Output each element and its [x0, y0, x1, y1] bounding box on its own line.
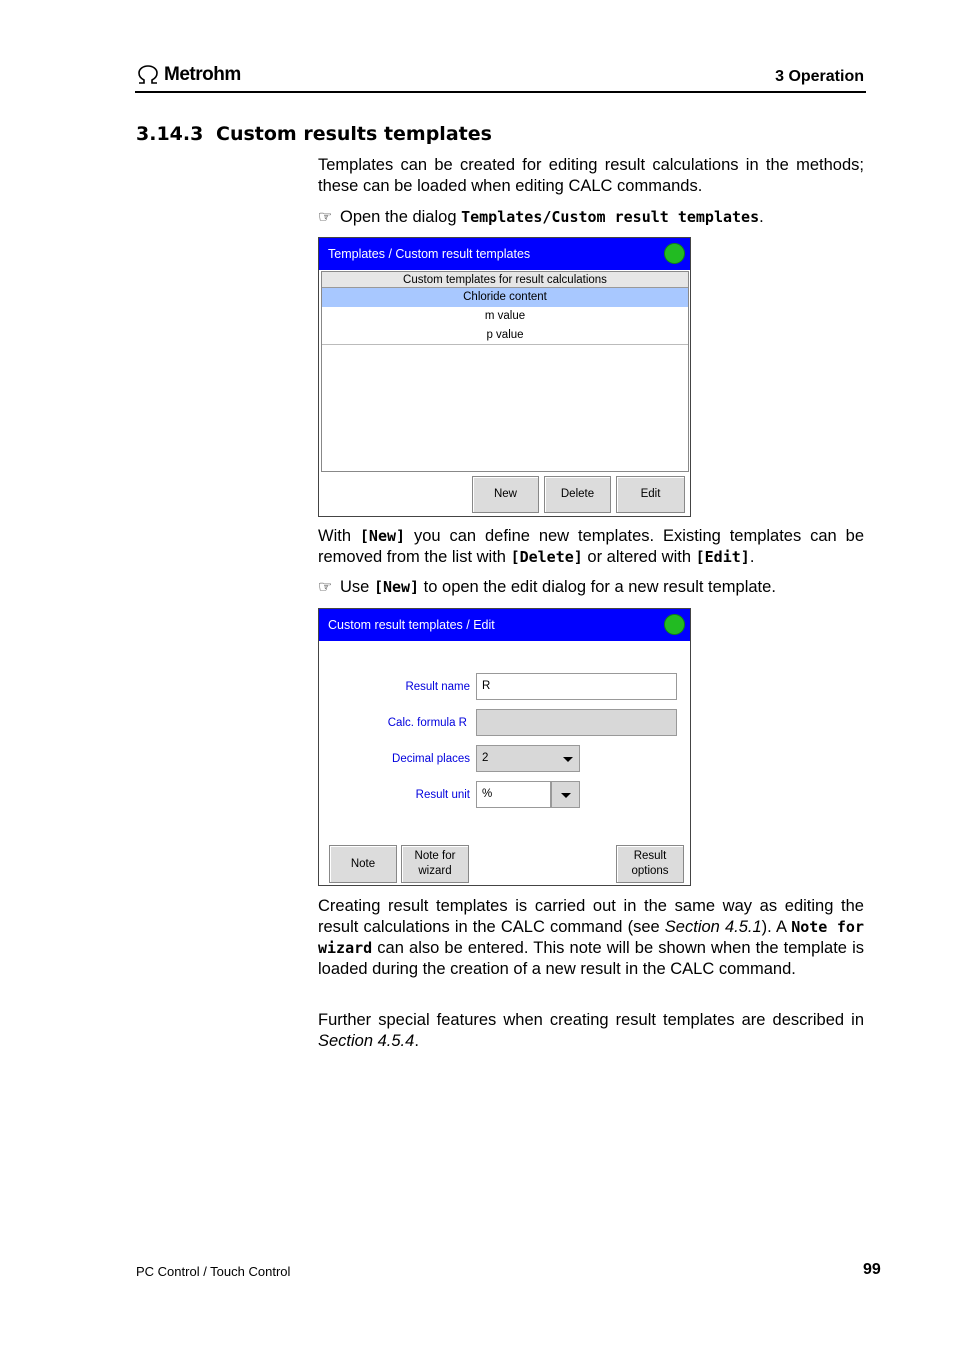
edit-ref: [Edit] — [695, 548, 750, 566]
step-use-new — [318, 577, 864, 598]
result-name-label: Result name — [405, 681, 470, 693]
text: ). A — [761, 918, 792, 936]
list-header: Custom templates for result calculations — [322, 272, 688, 288]
new-button[interactable]: New — [472, 476, 539, 513]
step-text-end: to open the edit dialog for a new result template. — [419, 578, 776, 596]
button-label-line: options — [631, 865, 669, 877]
status-led-icon — [664, 614, 685, 635]
pointing-hand-icon: ☞ — [318, 579, 333, 596]
header-divider — [135, 91, 866, 93]
metrohm-logo — [136, 64, 241, 86]
text: . — [414, 1032, 419, 1050]
delete-ref: [Delete] — [510, 548, 583, 566]
section-title: Custom results templates — [216, 123, 492, 145]
decimal-places-select[interactable] — [476, 745, 580, 772]
step-text: Use — [340, 578, 374, 596]
section-number: 3.14.3 — [136, 123, 204, 145]
result-unit-dropdown-button[interactable] — [551, 781, 580, 808]
dialog-titlebar — [319, 238, 690, 270]
omega-logo-icon — [136, 65, 160, 85]
list-item[interactable]: Chloride content — [322, 288, 688, 307]
result-unit-field[interactable]: % — [476, 781, 551, 808]
dialog-title: Templates / Custom result templates — [328, 247, 531, 261]
text: With — [318, 527, 360, 545]
creating-templates-paragraph — [318, 896, 864, 980]
dialog-path: Templates/Custom result templates — [461, 208, 760, 226]
chevron-down-icon — [563, 757, 573, 762]
dialog-title: Custom result templates / Edit — [328, 618, 495, 632]
text: or altered with — [582, 548, 696, 566]
note-button[interactable]: Note — [329, 845, 397, 883]
result-name-field[interactable]: R — [476, 673, 677, 700]
formula-label: Calc. formula R — [387, 717, 467, 729]
formula-field[interactable] — [476, 709, 677, 736]
button-label-line: Result — [633, 850, 667, 862]
text: Creating result templates is carried out in the same way as editing the result calculations in the CALC command (see — [318, 897, 864, 936]
dialog-titlebar — [319, 609, 690, 641]
list-item[interactable]: p value — [322, 326, 688, 345]
edit-button[interactable]: Edit — [616, 476, 685, 513]
result-unit-label: Result unit — [415, 789, 470, 801]
page-number: 99 — [863, 1261, 881, 1278]
text: Further special features when creating result templates are described in — [318, 1011, 864, 1029]
list-item[interactable]: m value — [484, 310, 526, 322]
chevron-down-icon — [561, 793, 571, 798]
section-reference: Section 4.5.4 — [318, 1032, 415, 1050]
section-heading — [136, 123, 492, 145]
text: you can define new templates. Existing templates can be removed from the list with — [318, 527, 864, 566]
text: can also be entered. This note will be shown when the template is loaded during the creation of a new result in the CALC command. — [318, 939, 864, 978]
text: . — [749, 548, 755, 566]
section-reference: Section 4.5.1 — [664, 918, 762, 936]
templates-dialog — [318, 237, 691, 517]
delete-button[interactable]: Delete — [544, 476, 611, 513]
step-text-end: . — [759, 208, 764, 226]
templates-list[interactable] — [321, 271, 689, 472]
footer-product: PC Control / Touch Control — [136, 1264, 291, 1279]
intro-paragraph: Templates can be created for editing result calculations in the methods; these can be loaded when editing CALC commands. — [318, 156, 864, 195]
note-for-wizard-ref: Note for wizard — [318, 918, 864, 957]
new-ref: [New] — [373, 578, 420, 596]
pointing-hand-icon: ☞ — [318, 209, 333, 226]
buttons-explanation — [318, 526, 864, 568]
result-options-button[interactable] — [616, 845, 684, 883]
step-text: Open the dialog — [340, 208, 462, 226]
button-label-line: wizard — [418, 865, 452, 877]
special-features-paragraph — [318, 1010, 864, 1052]
note-for-wizard-button[interactable] — [401, 845, 469, 883]
chapter-title: 3 Operation — [775, 68, 864, 85]
decimal-places-value: 2 — [482, 752, 489, 764]
brand-name: Metrohm — [164, 64, 241, 85]
new-ref: [New] — [359, 527, 406, 545]
decimal-places-label: Decimal places — [392, 753, 470, 765]
status-led-icon — [664, 243, 685, 264]
edit-template-dialog — [318, 608, 691, 886]
button-label-line: Note for — [414, 850, 456, 862]
step-open-dialog — [318, 207, 864, 228]
